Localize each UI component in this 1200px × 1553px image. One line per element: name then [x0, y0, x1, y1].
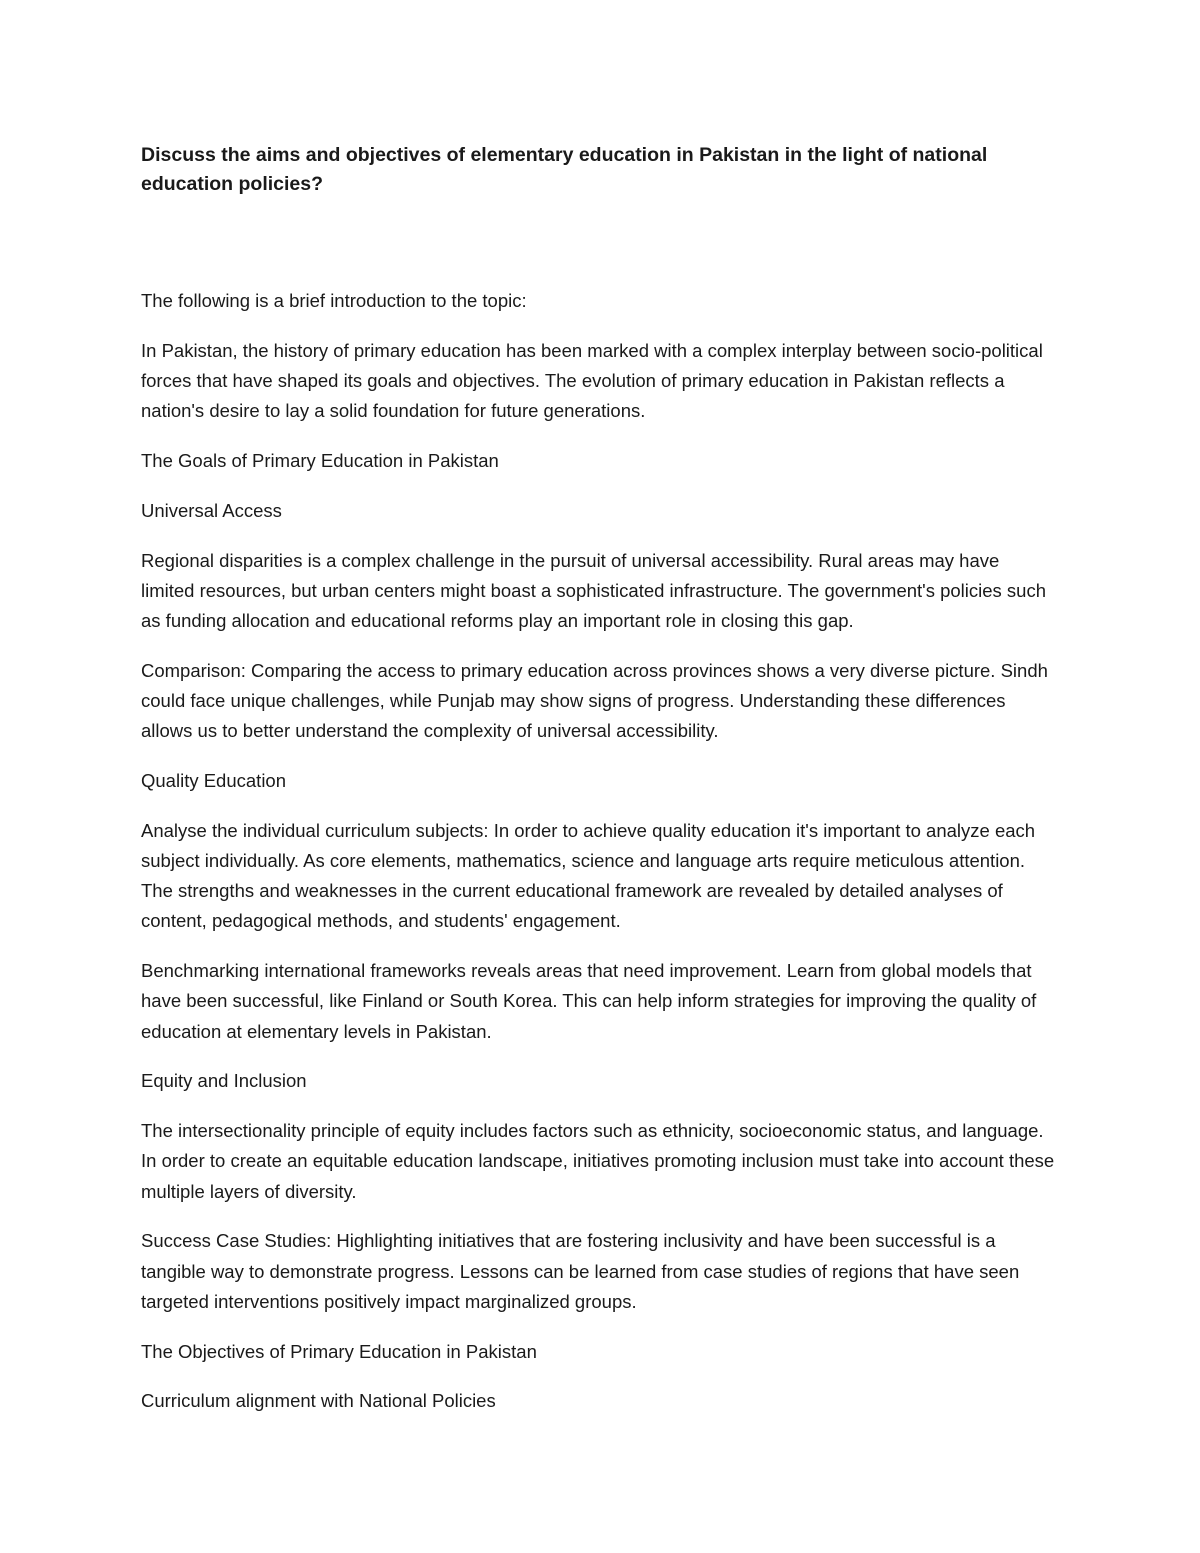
document-title: Discuss the aims and objectives of elementary education in Pakistan in the light of national education policies?	[141, 144, 988, 195]
paragraph-comparison: Comparison: Comparing the access to primary education across provinces shows a very diverse picture. Sindh could face unique challenges, while Punjab may show signs of progress. Understanding these differences allows us to better understand the complexity of universal accessibility.	[141, 659, 1048, 742]
subheading-quality-education: Quality Education	[141, 770, 287, 791]
intro-line: The following is a brief introduction to the topic:	[141, 290, 527, 311]
section-heading-objectives: The Objectives of Primary Education in Pakistan	[141, 1340, 537, 1362]
paragraph-regional-disparities: Regional disparities is a complex challenge in the pursuit of universal accessibility. Rural areas may have limited resources, but urban centers might boast a sophisticated infrastructure. The government's policies such as funding allocation and educational reforms play an important role in closing this gap.	[141, 549, 1047, 631]
subheading-universal-access: Universal Access	[141, 499, 282, 521]
intro-paragraph: In Pakistan, the history of primary education has been marked with a complex interplay between socio-political forces that have shaped its goals and objectives. The evolution of primary education in Pakistan reflects a nation's desire to lay a solid foundation for future generations.	[141, 339, 1043, 422]
paragraph-curriculum-subjects: Analyse the individual curriculum subjects: In order to achieve quality education it's important to analyze each subject individually. As core elements, mathematics, science and language arts require meticulous attention. The strengths and weaknesses in the current educational framework are revealed by detailed analyses of content, pedagogical methods, and students' engagement.	[141, 819, 1036, 932]
subheading-curriculum-alignment: Curriculum alignment with National Policies	[141, 1390, 496, 1412]
document-page	[141, 141, 1057, 1436]
paragraph-benchmarking: Benchmarking international frameworks reveals areas that need improvement. Learn from global models that have been successful, like Finland or South Korea. This can help inform strategies for improving the quality of education at elementary levels in Pakistan.	[141, 960, 1037, 1042]
subheading-equity-inclusion: Equity and Inclusion	[141, 1070, 307, 1092]
title-spacer	[141, 199, 1057, 286]
paragraph-success-case-studies: Success Case Studies: Highlighting initiatives that are fostering inclusivity and have been successful is a tangible way to demonstrate progress. Lessons can be learned from case studies of regions that have seen targeted interventions positively impact marginalized groups.	[141, 1230, 1020, 1312]
paragraph-intersectionality: The intersectionality principle of equity includes factors such as ethnicity, socioeconomic status, and language. In order to create an equitable education landscape, initiatives promoting inclusion must take into account these multiple layers of diversity.	[141, 1120, 1055, 1202]
section-heading-goals: The Goals of Primary Education in Pakistan	[141, 450, 499, 471]
